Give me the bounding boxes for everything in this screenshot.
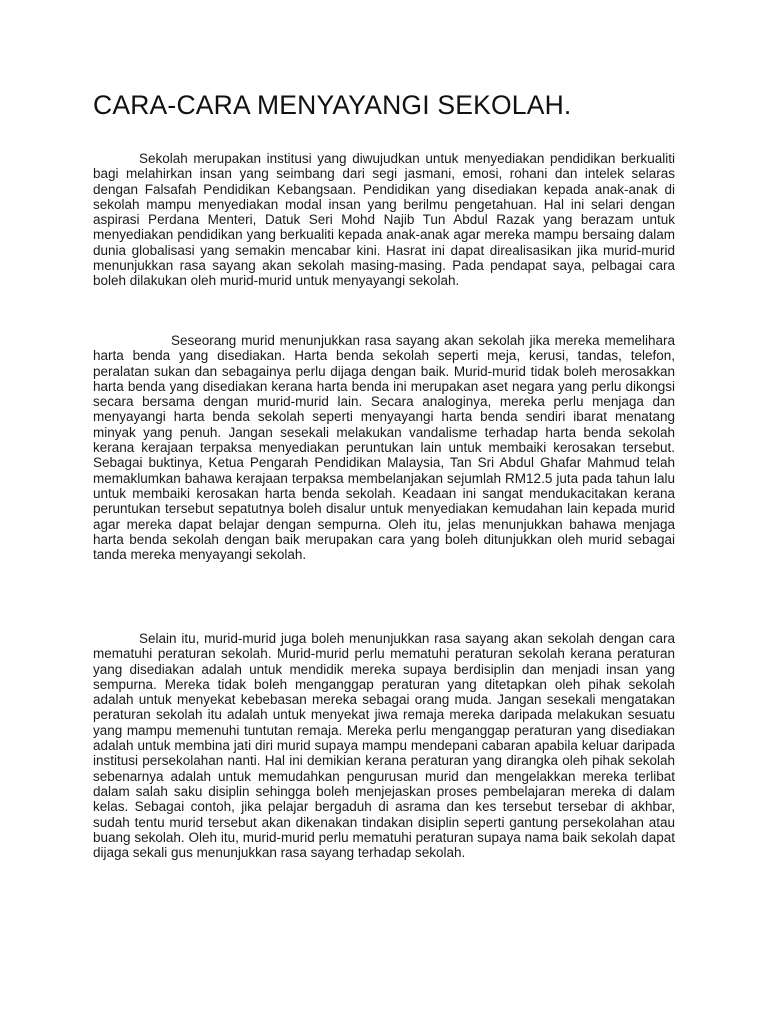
paragraph-property-care: Seseorang murid menunjukkan rasa sayang akan sekolah jika mereka memelihara harta benda yang disediakan. Harta benda sekolah seperti meja, kerusi, tandas, telefon, peralatan sukan dan sebagainya perlu dijaga dengan baik. Murid-murid tidak boleh merosakkan harta benda yang disediakan kerana harta benda ini merupakan aset negara yang perlu dikongsi secara bersama dengan murid-murid lain. Secara analoginya, mereka perlu menjaga dan menyayangi harta benda sekolah seperti menyayangi harta benda sendiri ibarat menatang minyak yang penuh. Jangan sesekali melakukan vandalisme terhadap harta benda sekolah kerana kerajaan terpaksa menyediakan peruntukan lain untuk membaiki kerosakan tersebut. Sebagai buktinya, Ketua Pengarah Pendidikan Malaysia, Tan Sri Abdul Ghafar Mahmud telah memaklumkan bahawa kerajaan terpaksa membelanjakan sejumlah RM12.5 juta pada tahun lalu untuk membaiki kerosakan harta benda sekolah. Keadaan ini sangat mendukacitakan kerana peruntukan tersebut sepatutnya boleh disalur untuk menyediakan kemudahan lain kepada murid agar mereka dapat belajar dengan sempurna. Oleh itu, jelas menunjukkan bahawa menjaga harta benda sekolah dengan baik merupakan cara yang boleh ditunjukkan oleh murid sebagai tanda mereka menyayangi sekolah. [93, 333, 675, 563]
paragraph-introduction: Sekolah merupakan institusi yang diwujudkan untuk menyediakan pendidikan berkualiti bagi melahirkan insan yang seimbang dari segi jasmani, emosi, rohani dan intelek selaras dengan Falsafah Pendidikan Kebangsaan. Pendidikan yang disediakan kepada anak-anak di sekolah mampu menyediakan modal insan yang berilmu pengetahuan. Hal ini selari dengan aspirasi Perdana Menteri, Datuk Seri Mohd Najib Tun Abdul Razak yang berazam untuk menyediakan pendidikan yang berkualiti kepada anak-anak agar mereka mampu bersaing dalam dunia globalisasi yang semakin mencabar kini. Hasrat ini dapat direalisasikan jika murid-murid menunjukkan rasa sayang akan sekolah masing-masing. Pada pendapat saya, pelbagai cara boleh dilakukan oleh murid-murid untuk menyayangi sekolah. [93, 151, 675, 289]
page-title: CARA-CARA MENYAYANGI SEKOLAH. [93, 90, 572, 120]
paragraph-school-rules: Selain itu, murid-murid juga boleh menunjukkan rasa sayang akan sekolah dengan cara mematuhi peraturan sekolah. Murid-murid perlu mematuhi peraturan sekolah kerana peraturan yang disediakan adalah untuk mendidik mereka supaya berdisiplin dan menjadi insan yang sempurna. Mereka tidak boleh menganggap peraturan yang ditetapkan oleh pihak sekolah adalah untuk menyekat kebebasan mereka sebagai orang muda. Jangan sesekali mengatakan peraturan sekolah itu adalah untuk menyekat jiwa remaja mereka daripada melakukan sesuatu yang mampu memenuhi tuntutan remaja. Mereka perlu menganggap peraturan yang disediakan adalah untuk membina jati diri murid supaya mampu mendepani cabaran apabila keluar daripada institusi persekolahan nanti. Hal ini demikian kerana peraturan yang dirangka oleh pihak sekolah sebenarnya adalah untuk memudahkan pengurusan murid dan mengelakkan mereka terlibat dalam salah saku disiplin sehingga boleh menjejaskan proses pembelajaran mereka di dalam kelas. Sebagai contoh, jika pelajar bergaduh di asrama dan kes tersebut tersebar di akhbar, sudah tentu murid tersebut akan dikenakan tindakan disiplin seperti gantung persekolahan atau buang sekolah. Oleh itu, murid-murid perlu mematuhi peraturan supaya nama baik sekolah dapat dijaga sekali gus menunjukkan rasa sayang terhadap sekolah. [93, 631, 675, 861]
document-page [93, 88, 675, 861]
